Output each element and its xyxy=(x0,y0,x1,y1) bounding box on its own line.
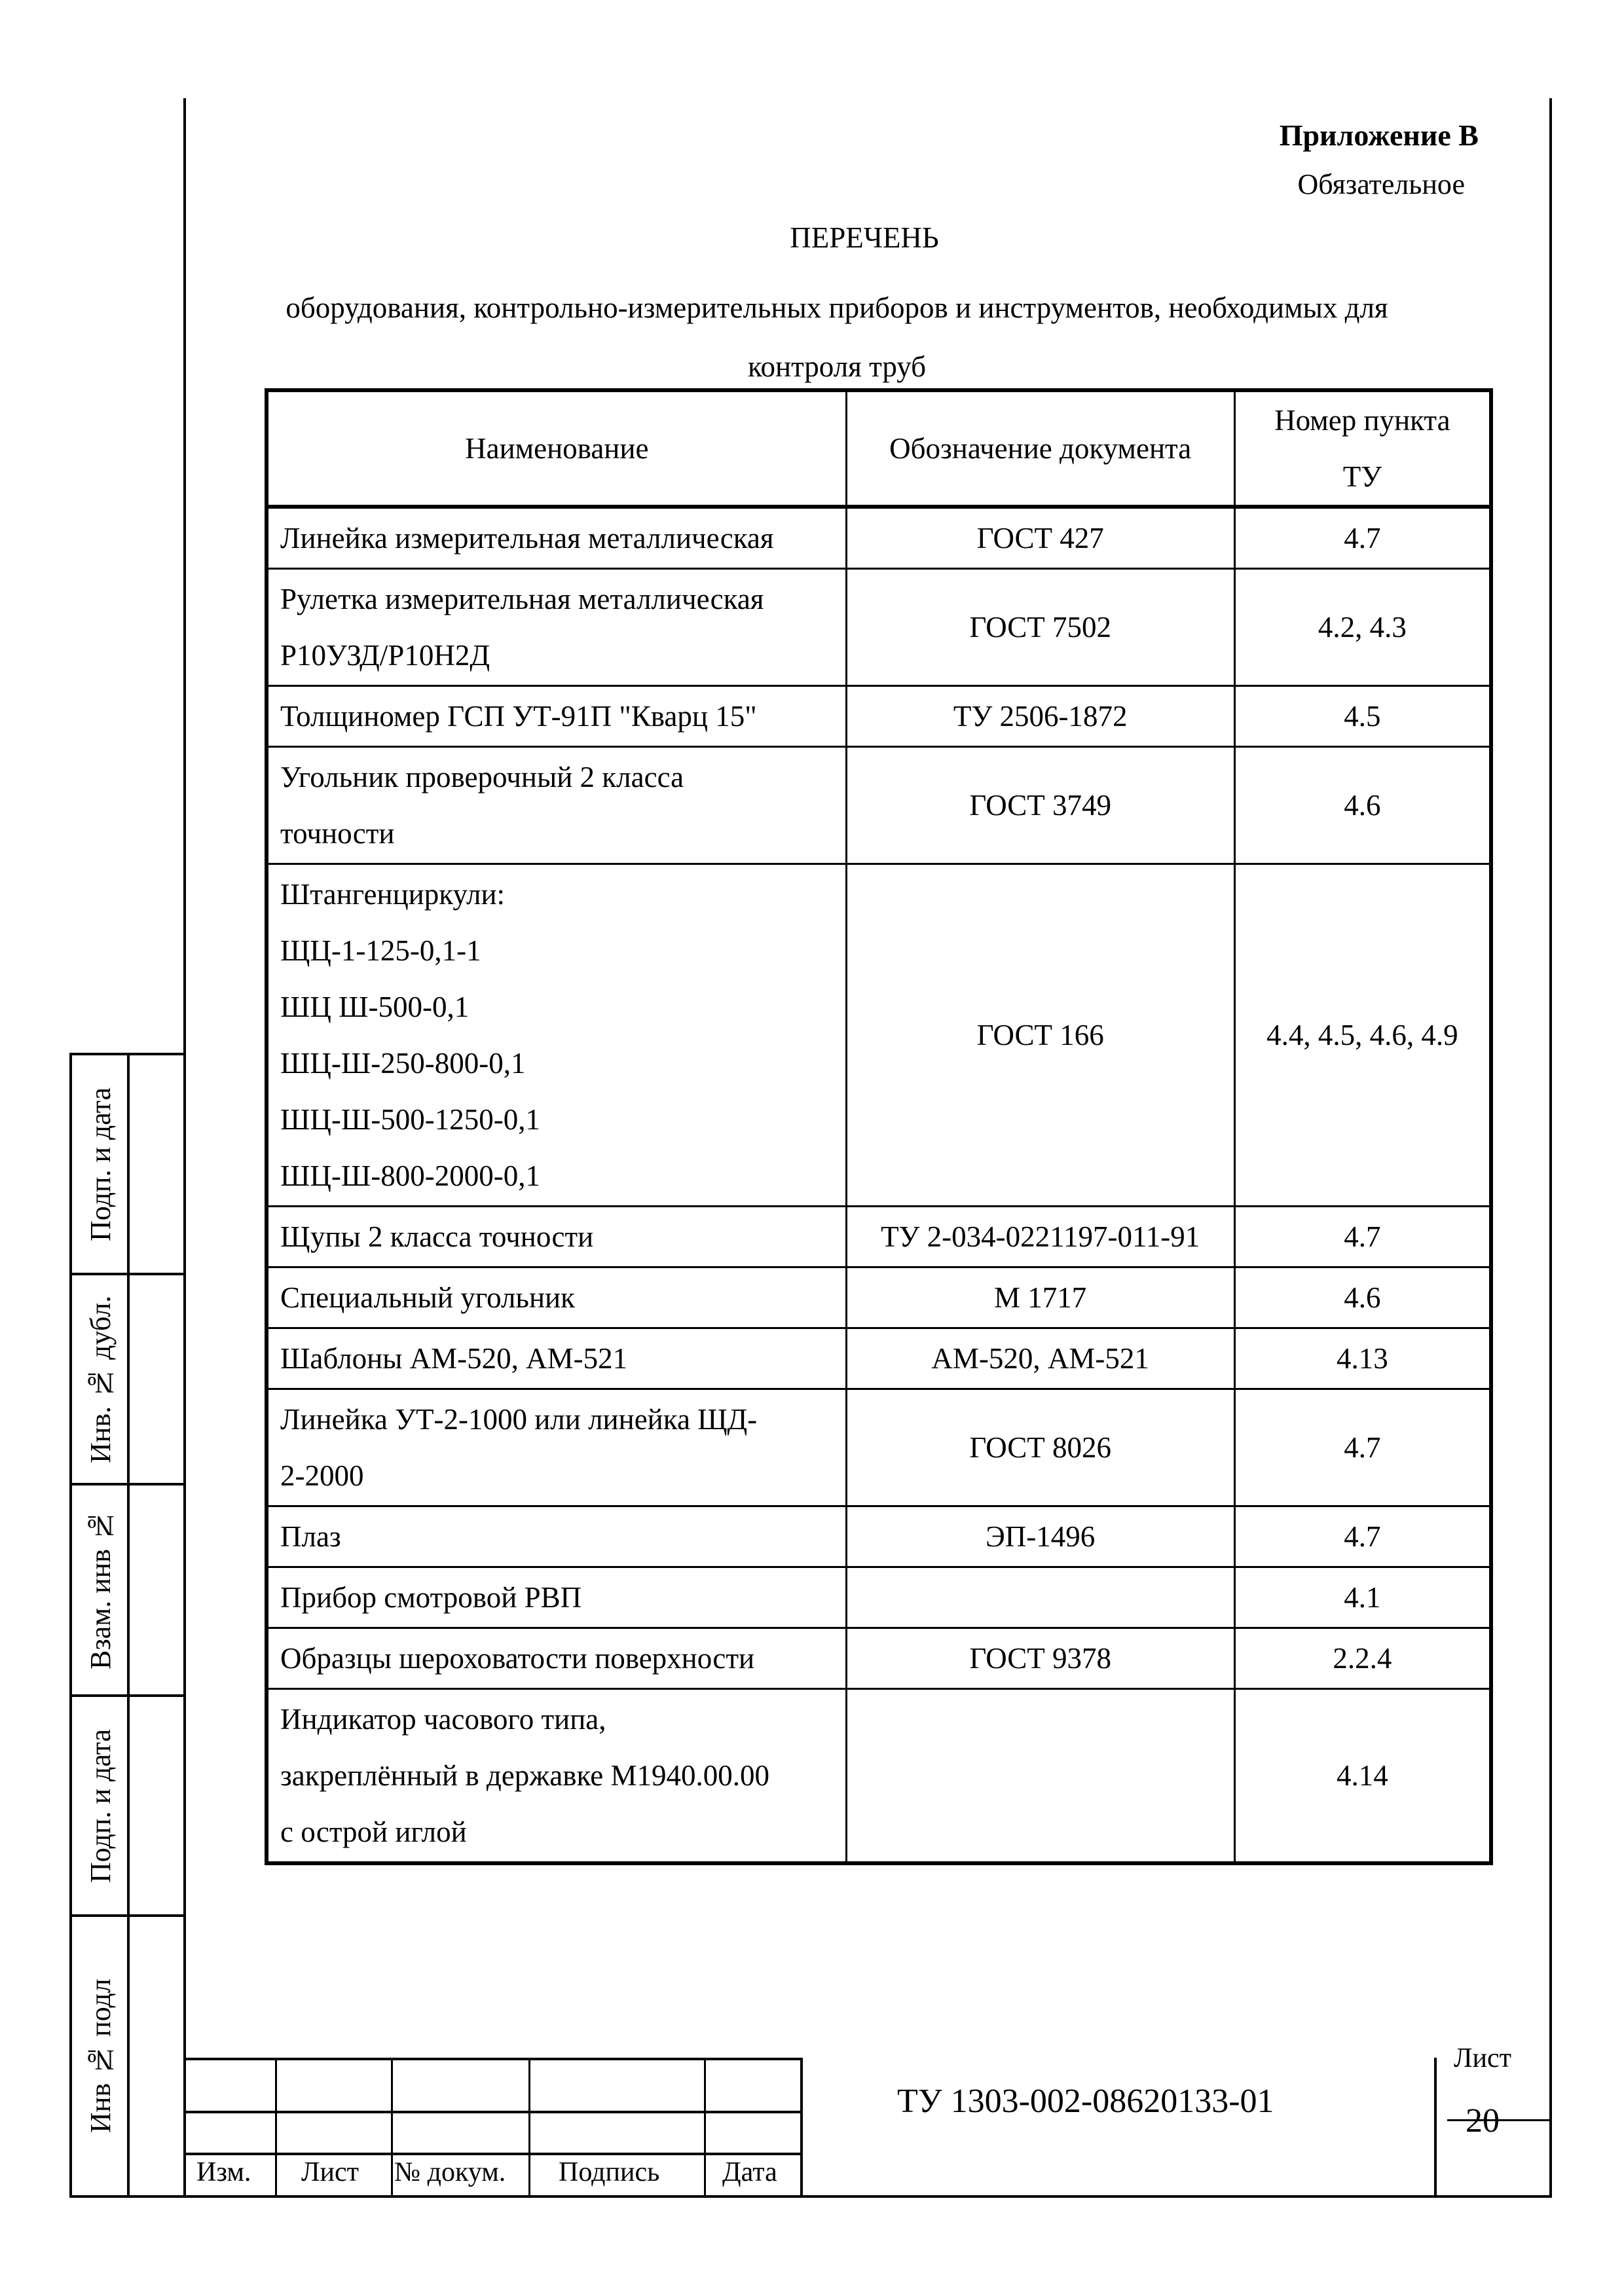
cell-name-line: ШЦ Ш-500-0,1 xyxy=(280,991,470,1023)
cell-doc: ГОСТ 7502 xyxy=(846,569,1234,686)
cell-name xyxy=(267,1389,846,1506)
titleblock-col-sheet: Лист xyxy=(301,2157,359,2187)
cell-tu: 4.13 xyxy=(1234,1328,1491,1389)
cell-doc: АМ-520, АМ-521 xyxy=(846,1328,1234,1389)
table-row xyxy=(267,1689,1491,1864)
cell-tu: 4.1 xyxy=(1234,1567,1491,1628)
stamp-inner-line xyxy=(127,1054,130,2196)
cell-doc: ЭП-1496 xyxy=(846,1506,1234,1567)
cell-tu: 4.6 xyxy=(1234,747,1491,864)
titleblock-col-1 xyxy=(275,2058,277,2196)
titleblock-col-4 xyxy=(704,2058,706,2196)
titleblock-col-signature: Подпись xyxy=(559,2157,660,2187)
cell-name xyxy=(267,1567,846,1628)
page-subtitle xyxy=(182,278,1492,396)
cell-name-line: ШЦ-Ш-250-800-0,1 xyxy=(280,1047,526,1080)
table-row xyxy=(267,1207,1491,1267)
cell-name-line: Индикатор часового типа, xyxy=(280,1703,606,1736)
cell-name-line: Линейка УТ-2-1000 или линейка ЩД- xyxy=(280,1403,758,1436)
cell-doc: ГОСТ 427 xyxy=(846,507,1234,569)
cell-name-line: Рулетка измерительная металлическая xyxy=(280,583,764,615)
cell-name-line: Щупы 2 класса точности xyxy=(280,1220,594,1253)
table-row xyxy=(267,747,1491,864)
table-row xyxy=(267,1267,1491,1328)
appendix-status: Обязательное xyxy=(1297,168,1465,200)
frame-left-line xyxy=(183,98,186,2196)
cell-tu: 4.6 xyxy=(1234,1267,1491,1328)
cell-name xyxy=(267,1207,846,1267)
cell-name-line: Прибор смотровой РВП xyxy=(280,1581,582,1614)
cell-name xyxy=(267,507,846,569)
cell-tu: 4.7 xyxy=(1234,1506,1491,1567)
cell-tu: 4.7 xyxy=(1234,1389,1491,1506)
appendix-title: Приложение В xyxy=(1279,118,1479,152)
cell-doc: ТУ 2506-1872 xyxy=(846,686,1234,747)
sheet-label: Лист xyxy=(1454,2043,1511,2073)
cell-name xyxy=(267,569,846,686)
frame-right-line xyxy=(1549,98,1552,2196)
cell-name xyxy=(267,1689,846,1864)
table-row xyxy=(267,1506,1491,1567)
cell-name-line: Штангенциркули: xyxy=(280,878,506,911)
cell-name xyxy=(267,1328,846,1389)
table-row xyxy=(267,507,1491,569)
titleblock-col-change: Изм. xyxy=(196,2157,251,2187)
titleblock-col-date: Дата xyxy=(722,2157,777,2187)
document-code: ТУ 1303-002-08620133-01 xyxy=(897,2083,1274,2120)
cell-tu: 4.7 xyxy=(1234,1207,1491,1267)
stamp-bottom-line xyxy=(69,2195,1552,2198)
titleblock-col-2 xyxy=(391,2058,393,2196)
cell-tu: 2.2.4 xyxy=(1234,1628,1491,1689)
header-tu-line-2: ТУ xyxy=(1342,460,1382,493)
cell-name-line: Образцы шероховатости поверхности xyxy=(280,1642,755,1675)
cell-tu: 4.2, 4.3 xyxy=(1234,569,1491,686)
subtitle-line-1: оборудования, контрольно-измерительных приборов и инструментов, необходимых для xyxy=(286,291,1388,324)
cell-name-line: Плаз xyxy=(280,1520,341,1553)
cell-doc: ГОСТ 166 xyxy=(846,864,1234,1207)
cell-name-line: закреплённый в державке М1940.00.00 xyxy=(280,1759,769,1792)
table-row xyxy=(267,1389,1491,1506)
titleblock-col-docnum: № докум. xyxy=(394,2157,506,2187)
cell-name-line: Толщиномер ГСП УТ-91П "Кварц 15" xyxy=(280,700,757,733)
table-row xyxy=(267,686,1491,747)
cell-name-line: 2-2000 xyxy=(280,1459,364,1492)
stamp-label-replace-inv: Взам. инв № xyxy=(84,1510,117,1670)
table-row xyxy=(267,569,1491,686)
page-title: ПЕРЕЧЕНЬ xyxy=(790,221,939,254)
cell-name xyxy=(267,864,846,1207)
sheet-number: 20 xyxy=(1466,2102,1500,2140)
stamp-label-sign-date-2: Подп. и дата xyxy=(84,1728,117,1883)
cell-doc xyxy=(846,1689,1234,1864)
cell-doc xyxy=(846,1567,1234,1628)
header-tu xyxy=(1234,390,1491,507)
table-row xyxy=(267,1567,1491,1628)
equipment-table xyxy=(265,388,1493,1865)
cell-name-line: ШЦ-Ш-800-2000-0,1 xyxy=(280,1159,540,1192)
table-row xyxy=(267,864,1491,1207)
header-name: Наименование xyxy=(267,390,846,507)
cell-name xyxy=(267,1267,846,1328)
cell-name-line: Линейка измерительная металлическая xyxy=(280,522,774,555)
cell-name-line: Угольник проверочный 2 класса xyxy=(280,761,684,793)
cell-name-line: ШЦ-Ш-500-1250-0,1 xyxy=(280,1103,540,1136)
cell-doc: ТУ 2-034-0221197-011-91 xyxy=(846,1207,1234,1267)
cell-name-line: ЩЦ-1-125-0,1-1 xyxy=(280,934,481,967)
cell-doc: М 1717 xyxy=(846,1267,1234,1328)
header-tu-line-1: Номер пункта xyxy=(1274,404,1450,437)
cell-name xyxy=(267,1506,846,1567)
cell-tu: 4.7 xyxy=(1234,507,1491,569)
cell-doc: ГОСТ 9378 xyxy=(846,1628,1234,1689)
titleblock-sheet-col xyxy=(1434,2058,1437,2196)
table-header-row xyxy=(267,390,1491,507)
cell-name-line: с острой иглой xyxy=(280,1815,467,1848)
stamp-label-dup-inv: Инв. № дубл. xyxy=(84,1295,117,1463)
cell-name xyxy=(267,686,846,747)
table-row xyxy=(267,1328,1491,1389)
cell-name-line: Шаблоны АМ-520, АМ-521 xyxy=(280,1342,628,1375)
cell-tu: 4.14 xyxy=(1234,1689,1491,1864)
stamp-outer-left xyxy=(69,1054,72,2196)
cell-doc: ГОСТ 3749 xyxy=(846,747,1234,864)
cell-doc: ГОСТ 8026 xyxy=(846,1389,1234,1506)
titleblock-col-5 xyxy=(800,2058,803,2196)
cell-name-line: Специальный угольник xyxy=(280,1281,575,1314)
table-row xyxy=(267,1628,1491,1689)
stamp-label-sign-date-1: Подп. и дата xyxy=(84,1087,117,1241)
table-body xyxy=(267,507,1491,1863)
cell-name xyxy=(267,1628,846,1689)
subtitle-line-2: контроля труб xyxy=(747,350,927,383)
cell-name-line: Р10УЗД/Р10Н2Д xyxy=(280,639,490,672)
stamp-label-orig-inv: Инв № подл xyxy=(84,1978,117,2134)
cell-name xyxy=(267,747,846,864)
titleblock-col-3 xyxy=(528,2058,530,2196)
cell-tu: 4.4, 4.5, 4.6, 4.9 xyxy=(1234,864,1491,1207)
cell-name-line: точности xyxy=(280,817,395,850)
header-doc: Обозначение документа xyxy=(846,390,1234,507)
cell-tu: 4.5 xyxy=(1234,686,1491,747)
